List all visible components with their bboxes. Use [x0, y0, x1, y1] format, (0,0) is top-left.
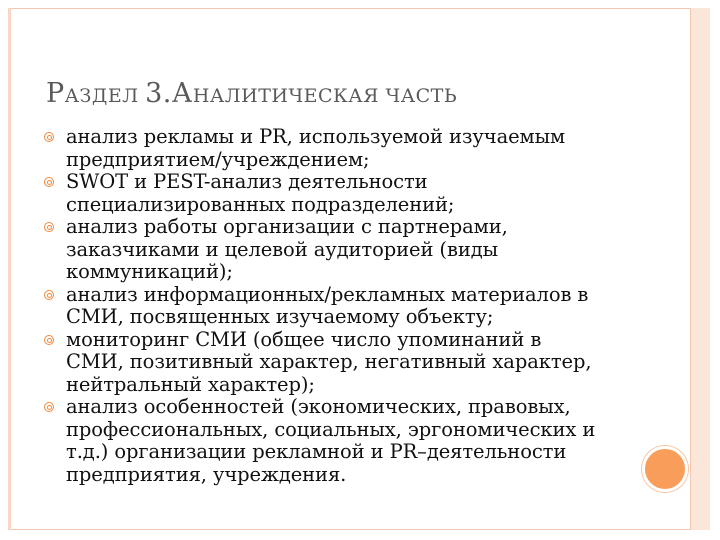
bullet-text: SWOT и PEST-анализ деятельности специализированных подразделений;	[66, 170, 455, 216]
bullet-text: анализ информационных/рекламных материалов в СМИ, посвященных изучаемому объекту;	[66, 282, 589, 328]
bullet-list	[44, 126, 624, 486]
title-cap-1: Р	[46, 78, 65, 109]
title-word-1: АЗДЕЛ	[64, 85, 146, 107]
bullet-circle-icon	[44, 132, 54, 142]
bullet-item	[44, 396, 624, 486]
title-number: 3.	[145, 78, 172, 109]
bullet-item	[44, 216, 624, 284]
bullet-circle-icon	[44, 222, 54, 232]
slide-right-strip	[690, 8, 710, 530]
bullet-circle-icon	[44, 290, 54, 300]
bullet-item	[44, 329, 624, 397]
bullet-circle-icon	[44, 177, 54, 187]
slide-title	[46, 80, 457, 107]
title-cap-2: А	[171, 78, 193, 109]
bullet-text: анализ особенностей (экономических, правовых, профессиональных, социальных, эргономических и т.д.) организации рекламной и PR–деятельности предприятия, учреждения.	[66, 395, 596, 486]
bullet-circle-icon	[44, 402, 54, 412]
bullet-circle-icon	[44, 335, 54, 345]
bullet-item	[44, 171, 624, 216]
title-word-2: НАЛИТИЧЕСКАЯ ЧАСТЬ	[192, 85, 458, 107]
bullet-text: мониторинг СМИ (общее число упоминаний в СМИ, позитивный характер, негативный характер, нейтральный характер);	[66, 327, 592, 396]
bullet-item	[44, 126, 624, 171]
decorative-circle-icon	[642, 446, 688, 492]
bullet-text: анализ рекламы и PR, используемой изучаемым предприятием/учреждением;	[66, 125, 566, 171]
bullet-text: анализ работы организации с партнерами, заказчиками и целевой аудиторией (виды коммуникаций);	[66, 215, 508, 283]
bullet-item	[44, 284, 624, 329]
